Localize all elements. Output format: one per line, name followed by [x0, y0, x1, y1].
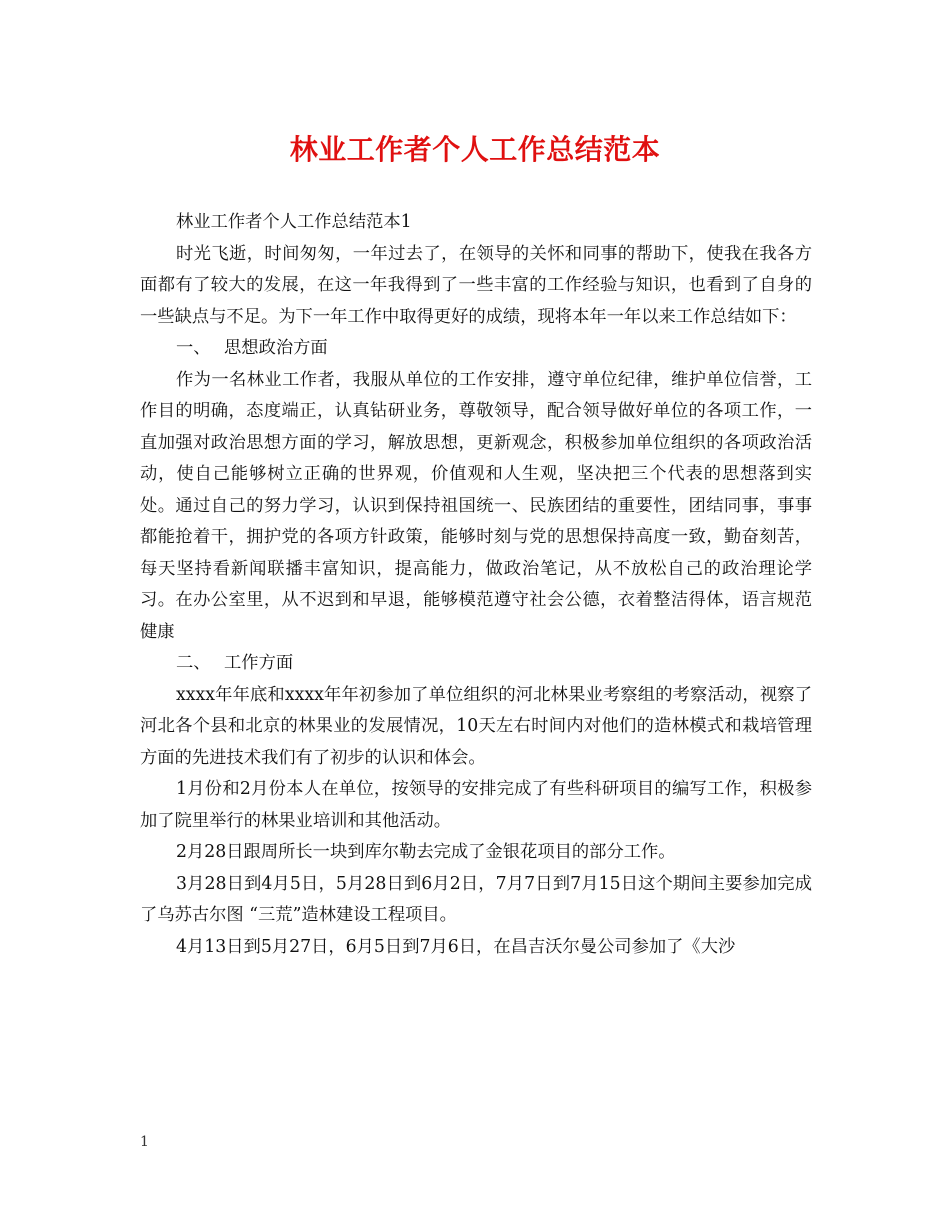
section-1-paragraph: 作为一名林业工作者，我服从单位的工作安排，遵守单位纪律，维护单位信誉，工作目的明确，态度端正，认真钻研业务，尊敬领导，配合领导做好单位的各项工作，一直加强对政治思想方面的学习，解放思想，更新观念，积极参加单位组织的各项政治活动，使自己能够树立正确的世界观，价值观和人生观，坚决把三个代表的思想落到实处。通过自己的努力学习，认识到保持祖国统一、民族团结的重要性，团结同事，事事都能抢着干，拥护党的各项方针政策，能够时刻与党的思想保持高度一致，勤奋刻苦，每天坚持看新闻联播丰富知识，提高能力，做政治笔记，从不放松自己的政治理论学习。在办公室里，从不迟到和早退，能够模范遵守社会公德，衣着整洁得体，语言规范健康: [140, 369, 812, 642]
document-subtitle: 林业工作者个人工作总结范本1: [176, 212, 412, 232]
section-number: 一、: [176, 338, 211, 358]
section-heading-1: [140, 333, 812, 365]
document-body: [140, 207, 812, 963]
section-heading-text: 思想政治方面: [224, 338, 328, 358]
section-2-paragraph: xxxx年年底和xxxx年年初参加了单位组织的河北林果业考察组的考察活动，视察了河北各个县和北京的林果业的发展情况，10天左右时间内对他们的造林模式和栽培管理方面的先进技术我们有了初步的认识和体会。: [140, 684, 812, 768]
section-2-paragraph: 4月13日到5月27日，6月5日到7月6日，在昌吉沃尔曼公司参加了《大沙: [176, 936, 736, 957]
intro-paragraph: 时光飞逝，时间匆匆，一年过去了，在领导的关怀和同事的帮助下，使我在我各方面都有了较大的发展，在这一年我得到了一些丰富的工作经验与知识，也看到了自身的一些缺点与不足。为下一年工作中取得更好的成绩，现将本年一年以来工作总结如下：: [140, 243, 812, 327]
section-heading-2: [140, 648, 812, 680]
section-number: 二、: [176, 653, 211, 673]
section-heading-text: 工作方面: [224, 653, 294, 673]
document-title: 林业工作者个人工作总结范本: [289, 133, 661, 166]
section-2-paragraph: 3月28日到4月5日，5月28日到6月2日，7月7日到7月15日这个期间主要参加完成了乌苏古尔图 “三荒”造林建设工程项目。: [140, 873, 812, 925]
section-2-paragraph: 1月份和2月份本人在单位，按领导的安排完成了有些科研项目的编写工作，积极参加了院里举行的林果业培训和其他活动。: [140, 779, 812, 831]
page-number: 1: [140, 1134, 149, 1150]
section-2-paragraph: 2月28日跟周所长一块到库尔勒去完成了金银花项目的部分工作。: [176, 842, 676, 862]
